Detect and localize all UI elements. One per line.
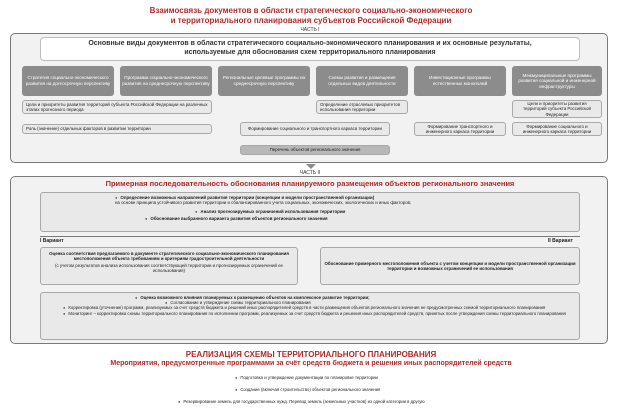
variant-connector-line: [40, 236, 580, 237]
variant1-box: [40, 247, 298, 285]
step1-subtitle: на основе принципа устойчивого развития территории и сбалансированного учета социальных, экономических, экологических и иных факторов;: [115, 200, 412, 206]
diagram-title-line1: Взаимосвязь документов в области стратегического социально-экономического: [149, 6, 473, 15]
role-factors-box: Роль (значение) отдельных факторов в развитии территории: [22, 124, 212, 134]
variant2-label: II Вариант: [548, 238, 573, 244]
part1-heading-line1: Основные виды документов в области стратегического социально-экономического планирования и их основные результаты,: [88, 40, 532, 47]
part1-label: ЧАСТЬ I: [300, 27, 320, 33]
transport-engineering-frame-box: Формирование транспортного и инженерного каркаса территории: [414, 122, 506, 136]
column-midterm-program: Программа социально-экономического развития на среднесрочную перспективу: [120, 66, 212, 96]
implementation-item-1: ● Подготовка и утверждение документации по планировке территории: [235, 375, 575, 380]
column-activity-schemes: Схемы развития и размещения отдельных видов деятельности: [316, 66, 408, 96]
sectoral-priorities-box: Определение отраслевых приоритетов использования территории: [316, 100, 408, 114]
bottom-step-1: ● Оценка возможного влияния планируемых к размещению объектов на комплексное развитие территории;: [45, 295, 575, 300]
variant1-box-note: (с учетом результатов анализа использования соответствующей территории и прогнозируемых ограничений ее использования): [55, 262, 283, 274]
regional-objects-list-box: Перечень объектов регионального значения: [240, 145, 390, 155]
column-strategy: Стратегия социально-экономического развития на долгосрочную перспективу: [22, 66, 114, 96]
diagram-title-line2: и территориального планирования субъектов Российской Федерации: [170, 16, 452, 25]
variant2-box: Обоснование примерного местоположения объекта с учетом концепции и модели пространственной организации территории и возможных ограничений ее использования: [320, 247, 580, 285]
column-regional-programs: Региональные целевые программы на среднесрочную перспективу: [218, 66, 310, 96]
column-investment-programs: Инвестиционные программы естественных монополий: [414, 66, 506, 96]
step3: ● Обоснование выбранного варианта развития объектов регионального значения: [45, 216, 575, 221]
social-transport-frame-box: Формирование социального и транспортного каркаса территории: [240, 122, 390, 136]
step1-title: ● Определение возможных направлений развития территории (концепции и модели пространственной организации): [45, 195, 575, 200]
implementation-item-3: ● Резервирование земель для государственных нужд. Перевод земель (земельных участков) из одной категории в другую: [178, 399, 598, 404]
bottom-step-2: ● Согласование и утверждение схемы территориального планирования: [45, 300, 575, 305]
step2: ● Анализ прогнозируемых ограничений использования территории: [45, 209, 575, 214]
goals-box: Цели и приоритеты развития территорий субъекта Российской Федерации на различных этапах прогнозного периода: [22, 100, 212, 114]
part2-label: ЧАСТЬ II: [299, 170, 321, 176]
step1-box: [40, 192, 580, 232]
bottom-step-3: ● Корректировка (уточнение) программ, реализуемых за счет средств бюджета и решений иных распорядителей средств в части размещения объектов регионального значения не предусмотренных схемой территориального планирования: [45, 305, 575, 310]
goals-right-box: Цели и приоритеты развития территорий субъекта Российской Федерации: [512, 100, 602, 118]
social-engineering-frame-box: Формирование социального и инженерного каркаса территории: [512, 122, 602, 136]
variant1-label: I Вариант: [40, 238, 64, 244]
implementation-subtitle: Мероприятия, предусмотренные программами за счёт средств бюджета и решения иных распорядителей средств: [110, 360, 512, 367]
variant1-box-main: Оценка соответствия предлагаемого в документе стратегического социально-экономического планирования местоположения объекта требованиям и критериям градостроительной деятельности: [49, 251, 289, 262]
part2-heading: Примерная последовательность обоснования планируемого размещения объектов регионального значения: [105, 179, 515, 188]
column-intermunicipal-programs: Межмуниципальные программы развития социальной и инженерной инфраструктуры: [512, 66, 602, 96]
part1-to-part2-arrow: [306, 164, 316, 169]
implementation-title: РЕАЛИЗАЦИЯ СХЕМЫ ТЕРРИТОРИАЛЬНОГО ПЛАНИРОВАНИЯ: [185, 350, 437, 359]
part1-heading-line2: используемые для обоснования схем территориального планирования: [184, 48, 436, 56]
part1-heading: [40, 37, 580, 61]
bottom-steps-box: [40, 292, 580, 340]
implementation-item-2: ● Создание (включая строительство) объектов регионального значения: [235, 387, 575, 392]
bottom-step-4: ● Мониторинг – корректировка схемы территориального планирования по исполнении программ, реализуемых за счет средств бюджета и решения иных распорядителей средств, принятых после утверждения схемы территориального планирования: [45, 311, 575, 316]
